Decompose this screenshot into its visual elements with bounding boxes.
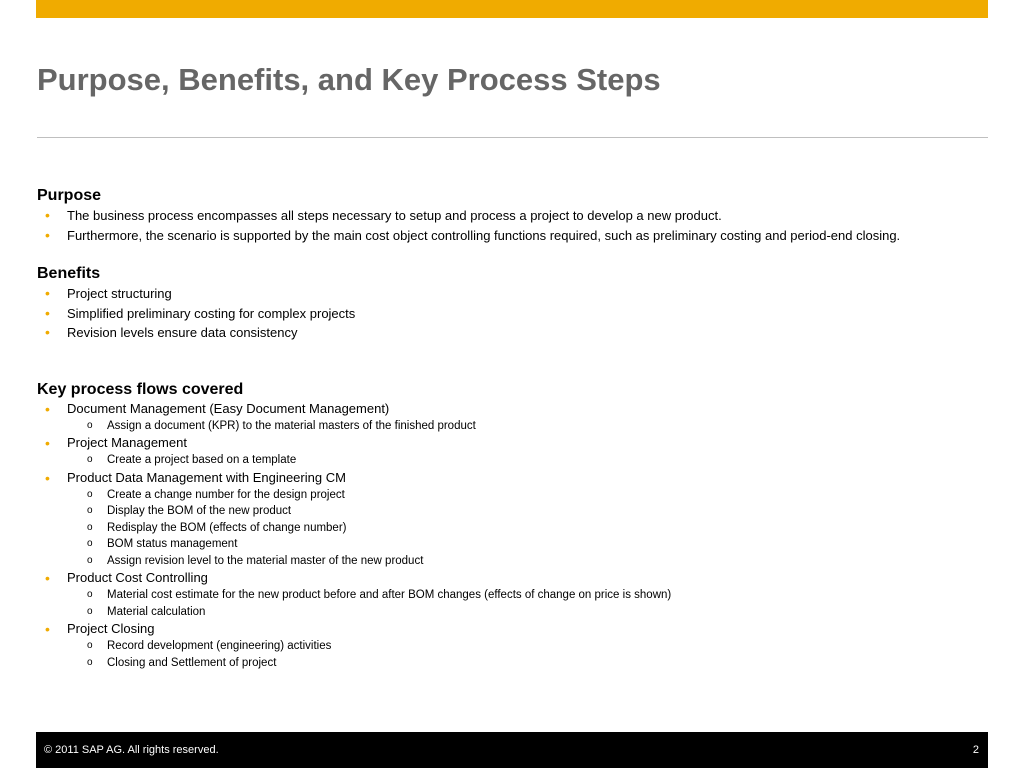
key-flow-sub-text: Assign a document (KPR) to the material masters of the finished product — [107, 419, 476, 432]
key-flow-sub-item — [37, 487, 987, 504]
key-flow-sub-item — [37, 520, 987, 537]
key-flow-sub-text: BOM status management — [107, 538, 238, 550]
key-flow-label: Product Cost Controlling — [67, 570, 208, 585]
circle-bullet-icon: o — [87, 589, 93, 600]
circle-bullet-icon: o — [87, 605, 93, 617]
circle-bullet-icon: o — [87, 488, 93, 500]
bullet-dot-icon: • — [45, 435, 50, 451]
key-flow-sub-item — [37, 418, 987, 435]
circle-bullet-icon: o — [87, 554, 93, 566]
key-flow-sub-text: Assign revision level to the material master of the new product — [107, 554, 424, 567]
benefits-item-text: Revision levels ensure data consistency — [67, 325, 298, 340]
benefits-item-text: Simplified preliminary costing for complex projects — [67, 305, 356, 321]
benefits-heading: Benefits — [37, 265, 101, 282]
benefits-item-text: Project structuring — [67, 286, 172, 301]
circle-bullet-icon: o — [87, 505, 93, 516]
benefits-item — [37, 323, 987, 343]
key-flow-sub-text: Material cost estimate for the new product before and after BOM changes (effects of change on price is shown) — [107, 589, 672, 601]
key-flow-sub-text: Material calculation — [107, 605, 206, 618]
bullet-dot-icon: • — [45, 400, 50, 417]
purpose-item-text: The business process encompasses all steps necessary to setup and process a project to develop a new product. — [67, 208, 722, 223]
key-flow-sub-text: Create a project based on a template — [107, 454, 297, 466]
key-flow-label: Project Closing — [67, 621, 155, 636]
key-flow-sublist — [37, 638, 987, 671]
key-flow-item — [37, 434, 987, 452]
key-flow-sub-item — [37, 604, 987, 621]
key-flow-sub-item — [37, 536, 987, 553]
benefits-item — [37, 284, 987, 304]
key-flow-sub-item — [37, 655, 987, 672]
purpose-item — [37, 226, 987, 246]
bullet-dot-icon: • — [45, 304, 50, 321]
key-flow-item — [37, 569, 987, 587]
key-flow-sub-item — [37, 452, 987, 469]
circle-bullet-icon: o — [87, 419, 93, 431]
bullet-dot-icon: • — [45, 207, 50, 223]
bullet-dot-icon: • — [45, 570, 50, 586]
key-flow-item — [37, 469, 987, 487]
bullet-dot-icon: • — [45, 226, 50, 243]
circle-bullet-icon: o — [87, 538, 93, 549]
benefits-item — [37, 304, 987, 324]
purpose-item-text: Furthermore, the scenario is supported by the main cost object controlling functions required, such as preliminary costing and period-end closing. — [67, 227, 901, 243]
slide-footer — [36, 732, 988, 768]
key-flow-sub-item — [37, 503, 987, 520]
benefits-list — [37, 284, 987, 343]
key-flow-item — [37, 620, 987, 638]
key-flow-sublist — [37, 487, 987, 570]
key-flow-sub-text: Display the BOM of the new product — [107, 505, 292, 517]
key-flow-label: Project Management — [67, 435, 187, 450]
key-flow-sub-text: Closing and Settlement of project — [107, 656, 277, 669]
key-flow-sub-item — [37, 553, 987, 570]
circle-bullet-icon: o — [87, 656, 93, 668]
key-flow-label: Document Management (Easy Document Management) — [67, 400, 390, 416]
circle-bullet-icon: o — [87, 454, 93, 465]
circle-bullet-icon: o — [87, 521, 93, 533]
bullet-dot-icon: • — [45, 621, 50, 637]
key-flows-list — [37, 400, 987, 672]
key-flows-heading: Key process flows covered — [37, 380, 244, 398]
footer-page-number: 2 — [972, 744, 979, 756]
slide-content — [37, 186, 987, 671]
key-flow-sublist — [37, 587, 987, 620]
key-flow-sub-item — [37, 587, 987, 604]
top-accent-bar — [36, 0, 988, 18]
key-flow-label: Product Data Management with Engineering CM — [67, 469, 346, 485]
key-flow-sublist — [37, 452, 987, 469]
key-flow-sub-text: Record development (engineering) activities — [107, 640, 332, 652]
key-flow-sublist — [37, 418, 987, 435]
purpose-list — [37, 206, 987, 245]
key-flow-item — [37, 400, 987, 418]
circle-bullet-icon: o — [87, 640, 93, 651]
key-flow-sub-item — [37, 638, 987, 655]
title-divider — [37, 137, 988, 138]
slide-title: Purpose, Benefits, and Key Process Steps — [37, 62, 661, 97]
key-flow-sub-text: Redisplay the BOM (effects of change number) — [107, 521, 347, 534]
key-flow-sub-text: Create a change number for the design project — [107, 488, 345, 501]
bullet-dot-icon: • — [45, 324, 50, 340]
bullet-dot-icon: • — [45, 469, 50, 486]
bullet-dot-icon: • — [45, 285, 50, 301]
footer-copyright: © 2011 SAP AG. All rights reserved. — [44, 744, 219, 756]
purpose-heading: Purpose — [37, 187, 102, 204]
purpose-item — [37, 206, 987, 226]
